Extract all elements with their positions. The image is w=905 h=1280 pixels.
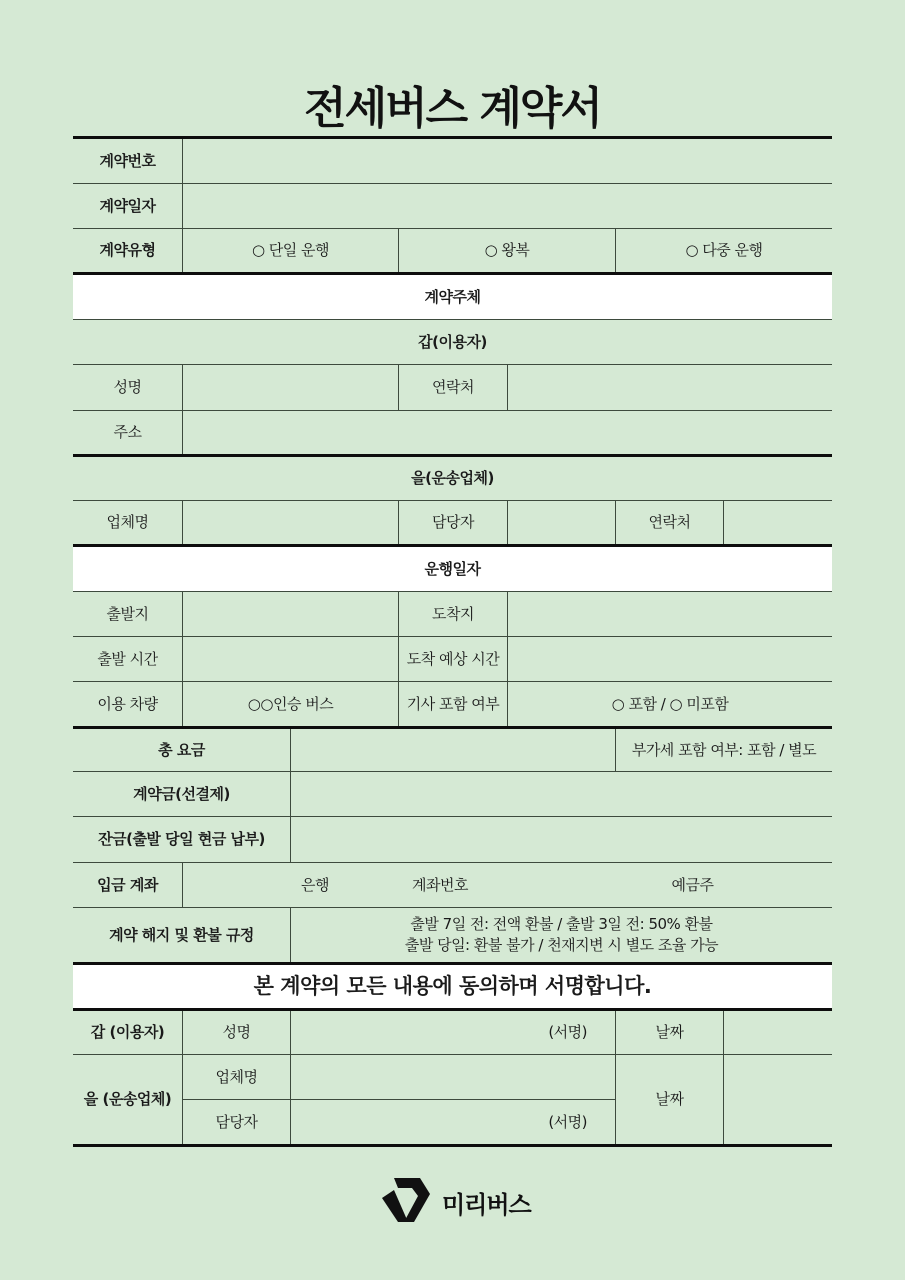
page-title: 전세버스 계약서	[304, 83, 601, 134]
contract-date-label: 계약일자	[99, 196, 156, 215]
sign-party-b-label: 을 (운송업체)	[83, 1090, 172, 1108]
party-b-contact-field[interactable]	[724, 501, 832, 544]
driver-label: 기사 포함 여부	[406, 694, 500, 713]
total-fee-label: 총 요금	[158, 740, 205, 759]
balance-label: 잔금(출발 당일 현금 납부)	[98, 830, 265, 848]
departure-time-label: 출발 시간	[97, 649, 158, 668]
brand-logo	[380, 1176, 531, 1228]
party-b-company-field[interactable]	[183, 501, 398, 544]
account-holder-label: 예금주	[671, 875, 714, 894]
miribus-logo-icon	[380, 1176, 432, 1228]
arrival-label: 도착지	[432, 604, 474, 623]
bank-label: 은행	[301, 875, 329, 894]
contract-number-field[interactable]	[183, 139, 832, 183]
balance-field[interactable]	[291, 817, 832, 862]
sign-party-a-label: 갑 (이용자)	[90, 1023, 165, 1041]
sign-party-a-date-label: 날짜	[655, 1023, 684, 1041]
brand-name: 미리버스	[442, 1190, 531, 1219]
vehicle-label: 이용 차량	[97, 694, 158, 713]
vat-option[interactable]: 부가세 포함 여부: 포함 / 별도	[631, 740, 817, 759]
party-b-manager-field[interactable]	[508, 501, 615, 544]
account-label: 입금 계좌	[97, 875, 158, 894]
contract-number-label: 계약번호	[99, 151, 156, 170]
contract-type-roundtrip-radio[interactable]: ○ 왕복	[484, 241, 530, 259]
party-a-title: 갑(이용자)	[418, 332, 487, 351]
party-a-contact-label: 연락처	[432, 378, 474, 396]
sign-party-a-date-field[interactable]	[724, 1011, 832, 1054]
divider	[182, 862, 183, 907]
contract-type-label: 계약유형	[99, 241, 156, 259]
departure-time-field[interactable]	[183, 637, 398, 681]
sign-party-b-signature-field[interactable]: (서명)	[548, 1112, 587, 1131]
refund-policy-line-1: 출발 7일 전: 전액 환불 / 출발 3일 전: 50% 환불	[410, 915, 713, 933]
deposit-label: 계약금(선결제)	[133, 784, 230, 803]
party-a-address-field[interactable]	[183, 411, 832, 454]
party-b-manager-label: 담당자	[432, 513, 474, 531]
deposit-field[interactable]	[291, 772, 832, 816]
contract-type-single-radio[interactable]: ○ 단일 운행	[251, 241, 330, 259]
total-fee-field[interactable]	[291, 729, 615, 771]
sign-party-b-date-label: 날짜	[655, 1090, 684, 1108]
departure-label: 출발지	[106, 604, 149, 623]
contract-type-multi-radio[interactable]: ○ 다중 운행	[685, 241, 763, 259]
agreement-statement: 본 계약의 모든 내용에 동의하며 서명합니다.	[253, 973, 652, 998]
sign-party-b-date-field[interactable]	[724, 1055, 832, 1144]
arrival-time-label: 도착 예상 시간	[406, 649, 500, 668]
party-a-address-label: 주소	[113, 423, 142, 441]
sign-party-b-company-label: 업체명	[215, 1067, 258, 1086]
divider	[73, 1144, 832, 1147]
section-title-parties: 계약주체	[424, 287, 481, 306]
party-b-company-label: 업체명	[106, 513, 149, 531]
party-b-contact-label: 연락처	[648, 513, 691, 531]
section-title-operation: 운행일자	[424, 559, 481, 578]
party-a-name-label: 성명	[113, 378, 142, 396]
vehicle-field[interactable]: ○○인승 버스	[247, 694, 334, 713]
sign-party-b-company-field[interactable]	[291, 1055, 615, 1099]
sign-party-a-signature-field[interactable]: (서명)	[548, 1023, 587, 1041]
party-a-contact-field[interactable]	[508, 365, 832, 410]
departure-field[interactable]	[183, 592, 398, 636]
refund-policy-text	[291, 908, 832, 962]
party-a-name-field[interactable]	[183, 365, 398, 410]
account-number-label: 계좌번호	[412, 875, 468, 894]
arrival-time-field[interactable]	[508, 637, 832, 681]
party-b-title: 을(운송업체)	[411, 469, 494, 487]
refund-policy-line-2: 출발 당일: 환불 불가 / 천재지변 시 별도 조율 가능	[404, 936, 719, 954]
contract-date-field[interactable]	[183, 184, 832, 228]
refund-policy-label: 계약 해지 및 환불 규정	[109, 925, 254, 944]
sign-party-a-name-label: 성명	[222, 1023, 251, 1041]
driver-option-radios[interactable]: ○ 포함 / ○ 미포함	[611, 694, 729, 713]
arrival-field[interactable]	[508, 592, 832, 636]
sign-party-b-manager-label: 담당자	[215, 1112, 258, 1131]
